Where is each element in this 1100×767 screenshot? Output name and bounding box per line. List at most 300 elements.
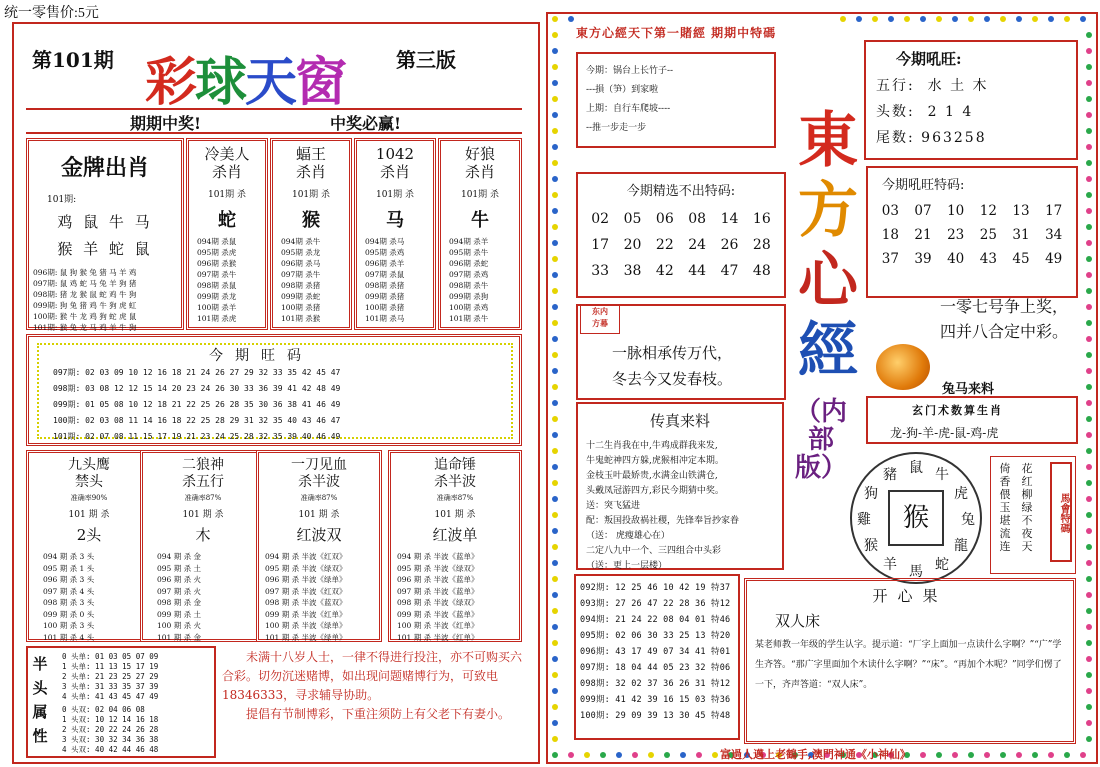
riddle-line: 上期：自行车爬坡---- [586, 104, 671, 114]
ribbon-row: 097 期 杀 火 [157, 586, 201, 596]
wuxing-row [876, 75, 1066, 95]
ribbon-row: 100 期 杀 3 头 [43, 621, 95, 630]
zodiac-wheel-char: 羊 [883, 557, 897, 574]
decorative-dot [552, 576, 558, 582]
hot-rhyme [900, 294, 1068, 344]
col-row: 098期 杀猪 [281, 281, 321, 290]
hot-number-cell: 18 [881, 227, 899, 243]
ribbon-row: 098 期 杀 半波《绿双》 [397, 598, 479, 607]
poem-char: 连 [999, 540, 1011, 553]
col-row: 095期 杀虎 [197, 248, 237, 257]
decorative-dot [712, 752, 718, 758]
ribbon-row: 098 期 杀 金 [157, 598, 201, 607]
decorative-dot [552, 176, 558, 182]
decorative-dot [1086, 416, 1092, 422]
poem-char: 玉 [999, 501, 1011, 514]
decorative-dot [552, 416, 558, 422]
ribbon-row: 096 期 杀 半波《蓝单》 [397, 575, 479, 584]
hot-number-cell: 13 [1012, 203, 1030, 219]
decorative-dot [552, 304, 558, 310]
col-pick-2: 猴 [302, 210, 320, 231]
ribbon-subtitle-2: 杀五行 [182, 474, 224, 490]
half-row: 2 头双: 20 22 24 26 28 [62, 725, 159, 734]
fax-line: 配：叛国投敌祸社稷，先锋奉旨抄家眷 [586, 516, 740, 526]
decorative-dot [552, 288, 558, 294]
ribbon-accuracy-3: 准确率87% [300, 494, 338, 502]
decorative-dot [552, 592, 558, 598]
lineage-line: 一脉相承传万代， [612, 344, 733, 362]
decorative-dot [1032, 752, 1038, 758]
decorative-dot [936, 752, 942, 758]
decorative-dot [904, 16, 910, 22]
ribbon-row: 097 期 杀 半波《红双》 [265, 586, 347, 596]
wuxing-value: 水 土 木 [927, 78, 989, 94]
decorative-dot [1086, 352, 1092, 358]
hot-number-cell: 40 [947, 251, 965, 267]
decorative-dot [1086, 624, 1092, 630]
col-subtitle-1: 杀肖 [211, 163, 242, 181]
col-period-2: 101期 杀 [291, 190, 331, 200]
half-row: 4 头双: 40 42 44 46 48 [62, 745, 159, 754]
decorative-dot [856, 16, 862, 22]
poem-char: 夜 [1021, 527, 1033, 540]
half-label-char: 性 [32, 727, 48, 745]
decorative-dot [1086, 192, 1092, 198]
excluded-numbers-box [576, 172, 786, 298]
edition-label: 第三版 [396, 48, 456, 72]
lucky-row: 098期: 03 08 12 12 15 14 20 23 24 26 30 33 36 39 41 42 48 49 [53, 384, 341, 393]
col-subtitle-4: 杀肖 [464, 163, 495, 181]
poem-char: 堪 [999, 514, 1011, 527]
col-title-2: 蝠王 [295, 145, 326, 163]
decorative-dot [1086, 64, 1092, 70]
zodiac-wheel-char: 馬 [909, 564, 923, 580]
ribbon-pick-3: 红波双 [296, 526, 342, 544]
hot-numbers-title: 今期吼旺特码: [882, 178, 965, 193]
zodiac-wheel-char: 豬 [883, 466, 897, 483]
col-row: 098期 杀猪 [365, 281, 405, 290]
col-row: 096期 杀蛇 [449, 259, 489, 268]
col-history-1 [193, 236, 261, 324]
excluded-number-cell: 14 [720, 211, 739, 227]
decorative-dot [1086, 544, 1092, 550]
zodiac-wheel-char: 虎 [954, 486, 969, 502]
half-row: 3 头双: 30 32 34 36 38 [62, 735, 159, 744]
col-row: 099期 杀狗 [449, 292, 489, 301]
tiger-head-icon [876, 344, 930, 390]
kill-column-1 [186, 138, 268, 330]
decorative-dot [552, 128, 558, 134]
history-row: 099期: 41 42 39 16 15 03 特36 [580, 695, 731, 705]
ribbon-row: 096 期 杀 3 头 [43, 575, 95, 584]
decorative-dot [1086, 560, 1092, 566]
hot-number-cell: 12 [979, 203, 997, 219]
internal-edition-tag: （内部版） [794, 397, 847, 483]
col-row: 096期 杀猴 [197, 259, 237, 268]
joke-title: 开心果 [872, 587, 948, 605]
col-row: 097期 杀牛 [197, 270, 237, 279]
decorative-dot [1032, 16, 1038, 22]
ribbon-history-2 [147, 551, 259, 643]
col-title-3: 1042 [375, 145, 415, 163]
wei-row [876, 127, 1066, 147]
gold-line-2: 猴 羊 蛇 鼠 [57, 240, 153, 258]
notice-paragraph-2: 提倡有节制博彩，下重注须防上有父老下有妻小。 [246, 707, 511, 721]
poem-char: 香 [999, 475, 1011, 488]
ribbon-row: 099 期 杀 半波《蓝单》 [397, 609, 479, 619]
ribbon-row: 095 期 杀 半波《绿双》 [265, 563, 347, 573]
excluded-number-cell: 05 [623, 211, 642, 227]
joke-box [744, 578, 1076, 744]
ribbon-box-1 [26, 450, 152, 642]
decorative-dot [1086, 432, 1092, 438]
decorative-dot [552, 192, 558, 198]
decorative-dot [552, 368, 558, 374]
lucky-row: 097期: 02 03 09 10 12 16 18 21 24 26 27 29 32 33 35 42 45 47 [53, 368, 341, 377]
col-row: 098期 杀鼠 [197, 281, 237, 290]
decorative-dot [1086, 144, 1092, 150]
col-pick-4: 牛 [471, 210, 489, 231]
tou-row [876, 101, 1066, 121]
half-row: 1 头单: 11 13 15 17 19 [62, 662, 159, 671]
decorative-dot [1086, 256, 1092, 262]
gold-line-1: 鸡 鼠 牛 马 [57, 213, 153, 231]
ribbon-row: 094 期 杀 3 头 [43, 552, 95, 561]
gold-title: 金牌出肖 [60, 155, 149, 181]
ribbon-row: 097 期 杀 半波《蓝单》 [397, 586, 479, 596]
decorative-dot [1086, 464, 1092, 470]
riddle-line: ---損（笋）到家啦 [586, 85, 659, 95]
decorative-dot [1086, 176, 1092, 182]
col-row: 099期 杀龙 [197, 292, 237, 301]
mystic-zodiac-title: 玄门术数算生肖 [912, 404, 1003, 417]
horse-club-seal: 馬會特碼 [1050, 462, 1072, 562]
ribbon-row: 101 期 杀 金 [157, 632, 201, 642]
ribbon-row: 098 期 杀 3 头 [43, 598, 95, 607]
excluded-number-cell: 38 [623, 263, 642, 279]
poem-column-1 [998, 462, 1012, 553]
ribbon-box-4 [388, 450, 522, 642]
hot-number-cell: 07 [914, 203, 932, 219]
fax-line: 送：突飞猛进 [586, 501, 641, 511]
poem-char: 花 [1021, 462, 1033, 475]
fax-line: 头戴凤冠游四方,彩民今期猜中奖。 [586, 486, 724, 496]
gold-history-row: 100期: 猴 牛 龙 鸡 狗 蛇 虎 鼠 [33, 312, 137, 321]
eastern-heart-sutra-title [798, 106, 858, 386]
ribbon-row: 095 期 杀 半波《绿双》 [397, 563, 479, 573]
hot-number-cell: 31 [1012, 227, 1030, 243]
col-history-3 [361, 236, 429, 324]
fax-line: 十二生肖我在中,牛鸡成群我来发, [586, 441, 718, 451]
zodiac-wheel-center: 猴 [888, 490, 944, 546]
half-row: 0 头双: 02 04 06 08 [62, 705, 145, 714]
decorative-dot [1086, 608, 1092, 614]
ribbon-row: 094 期 杀 半波《红双》 [265, 552, 347, 561]
col-row: 097期 杀牛 [281, 270, 321, 279]
excluded-number-cell: 47 [720, 263, 739, 279]
decorative-dot [552, 720, 558, 726]
ribbon-row: 098 期 杀 半波《蓝双》 [265, 598, 347, 607]
ribbon-row: 100 期 杀 半波《红单》 [397, 621, 479, 630]
ribbon-title-2: 二狼神 [182, 457, 224, 473]
decorative-dot [1086, 656, 1092, 662]
fax-line: 金枝玉叶最娇贵,水满金山铁满仓, [586, 471, 718, 481]
decorative-dot [984, 16, 990, 22]
decorative-dot [1086, 480, 1092, 486]
ribbon-period-1: 101 期 杀 [68, 510, 110, 520]
history-row: 094期: 21 24 22 08 04 01 特46 [580, 615, 731, 625]
half-label-char: 头 [32, 679, 48, 697]
ribbon-row: 096 期 杀 半波《绿单》 [265, 575, 347, 584]
kill-column-3 [354, 138, 436, 330]
hot-numbers-box [866, 166, 1078, 298]
ribbon-period-4: 101 期 杀 [434, 510, 476, 520]
half-row: 3 头单: 31 33 35 37 39 [62, 682, 159, 691]
masthead-char-1: 彩 [145, 52, 196, 113]
decorative-dot [552, 112, 558, 118]
decorative-dot [552, 496, 558, 502]
joke-subtitle: 双人床 [775, 612, 821, 630]
decorative-dot [552, 432, 558, 438]
mystic-zodiac-sequence: 龙-狗-羊-虎-鼠-鸡-虎 [890, 426, 999, 440]
zodiac-wheel-char: 鼠 [909, 460, 923, 476]
excluded-number-cell: 20 [623, 237, 642, 253]
title-char-4: 經 [798, 316, 858, 386]
ribbon-row: 100 期 杀 火 [157, 621, 201, 630]
title-char-2: 方 [798, 176, 858, 246]
col-row: 095期 杀牛 [449, 248, 489, 257]
decorative-dot [552, 528, 558, 534]
col-row: 094期 杀牛 [281, 237, 321, 246]
decorative-dot [552, 352, 558, 358]
ribbon-row: 094 期 杀 金 [157, 552, 201, 561]
poem-char: 天 [1021, 540, 1033, 553]
fax-line: 牛鬼蛇神四方躲,虎猴相冲定本期。 [586, 456, 724, 466]
decorative-dot [1086, 736, 1092, 742]
decorative-dot [552, 96, 558, 102]
decorative-dot [872, 16, 878, 22]
hot-number-cell: 17 [1045, 203, 1063, 219]
zodiac-wheel-char: 雞 [857, 512, 871, 528]
decorative-dot [552, 688, 558, 694]
ribbon-title-1: 九头鹰 [68, 457, 110, 473]
col-title-1: 冷美人 [204, 145, 250, 163]
decorative-dot [552, 384, 558, 390]
decorative-dot [984, 752, 990, 758]
slogan-bar [26, 108, 522, 134]
decorative-dot [552, 16, 558, 22]
hot-number-cell: 10 [947, 203, 965, 219]
excluded-number-cell: 06 [655, 211, 674, 227]
history-row: 098期: 32 02 37 36 26 31 特12 [580, 679, 731, 689]
decorative-dot [1000, 752, 1006, 758]
decorative-dot [1086, 224, 1092, 230]
decorative-dot [552, 624, 558, 630]
decorative-dot [1064, 752, 1070, 758]
decorative-dot [552, 160, 558, 166]
decorative-dot [584, 752, 590, 758]
decorative-dot [1086, 208, 1092, 214]
ribbon-pick-1: 2头 [76, 526, 102, 544]
excluded-number-cell: 02 [591, 211, 610, 227]
col-row: 095期 杀鸡 [365, 248, 405, 257]
lucky-row: 100期: 02 03 08 11 14 16 18 22 25 28 29 31 32 35 40 43 46 47 [53, 416, 341, 425]
lineage-verse [612, 340, 732, 392]
slogan-left: 期期中奖! [130, 114, 202, 133]
lucky-numbers-box [26, 334, 522, 446]
ribbon-accuracy-1: 准确率90% [70, 494, 108, 502]
col-history-2 [277, 236, 345, 324]
col-row: 100期 杀猪 [281, 303, 321, 312]
gold-history-row: 098期: 猪 龙 猴 鼠 蛇 鸡 牛 狗 [33, 290, 137, 299]
decorative-dot [1086, 304, 1092, 310]
gold-zodiac-box [26, 138, 184, 330]
lineage-line: 冬去今又发春枝。 [612, 370, 733, 388]
decorative-dot [632, 752, 638, 758]
col-subtitle-2: 杀肖 [295, 163, 326, 181]
excluded-number-cell: 28 [752, 237, 771, 253]
ribbon-row: 095 期 杀 土 [157, 563, 201, 573]
col-row: 100期 杀羊 [197, 303, 237, 312]
decorative-dot [616, 752, 622, 758]
rabbit-horse-source: 兔马来料 [942, 382, 995, 397]
col-period-1: 101期 杀 [207, 190, 247, 200]
top-banner-strip: 東方心經天下第一賭經 期期中特碼 [576, 26, 777, 40]
half-row: 0 头单: 01 03 05 07 09 [62, 652, 159, 661]
decorative-dot [1086, 496, 1092, 502]
decorative-dot [1086, 448, 1092, 454]
decorative-dot [1016, 752, 1022, 758]
decorative-dot [840, 16, 846, 22]
retail-price: 统一零售价:5元 [4, 6, 99, 21]
fax-info-box [576, 402, 784, 570]
excluded-number-cell: 08 [688, 211, 707, 227]
current-hot-box [864, 40, 1078, 160]
decorative-dot [600, 752, 606, 758]
fax-line: （送：更上一层楼） [586, 561, 668, 571]
ribbon-history-4 [395, 551, 515, 643]
decorative-dot [1086, 320, 1092, 326]
rhyme-line: 四并八合定中彩。 [939, 322, 1068, 341]
col-pick-1: 蛇 [218, 210, 236, 231]
col-row: 094期 杀鼠 [197, 237, 237, 246]
ribbon-title-4: 追命锤 [434, 457, 476, 473]
history-row: 095期: 02 06 30 33 25 13 特20 [580, 631, 731, 641]
col-subtitle-3: 杀肖 [379, 163, 410, 181]
hot-number-cell: 21 [914, 227, 932, 243]
col-row: 099期 杀蛇 [281, 292, 321, 301]
decorative-dot [1086, 528, 1092, 534]
decorative-dot [952, 16, 958, 22]
decorative-dot [552, 320, 558, 326]
decorative-dot [1086, 704, 1092, 710]
decorative-dot [1086, 288, 1092, 294]
excluded-number-cell: 24 [688, 237, 707, 253]
gold-history-row: 101期: 猴 兔 龙 马 鸡 羊 牛 狗 [33, 323, 137, 332]
fax-title: 传真来料 [649, 412, 710, 430]
col-row: 101期 杀马 [365, 314, 405, 323]
decorative-dot [552, 336, 558, 342]
decorative-dot [1048, 752, 1054, 758]
half-row: 4 头单: 41 43 45 47 49 [62, 692, 159, 701]
decorative-dot [936, 16, 942, 22]
col-period-4: 101期 杀 [460, 190, 500, 200]
decorative-dot [552, 400, 558, 406]
riddle-line: --推一步走一步 [586, 123, 647, 133]
decorative-dot [552, 544, 558, 550]
masthead-char-2: 球 [195, 52, 246, 113]
col-row: 096期 杀马 [281, 259, 321, 268]
zodiac-wheel-char: 猴 [863, 538, 878, 554]
kill-column-4 [438, 138, 522, 330]
title-char-3: 心 [798, 246, 858, 316]
decorative-dot [1086, 48, 1092, 54]
wuxing-label: 五行: [876, 78, 915, 94]
hot-number-cell: 43 [979, 251, 997, 267]
decorative-dot [552, 464, 558, 470]
ribbon-row: 101 期 杀 半波《绿单》 [265, 632, 347, 642]
decorative-dot [1086, 128, 1092, 134]
decorative-dot [552, 560, 558, 566]
col-row: 097期 杀鸡 [449, 270, 489, 279]
ribbon-history-3 [263, 551, 375, 643]
decorative-dot [1086, 240, 1092, 246]
decorative-dot [952, 752, 958, 758]
ribbon-box-3 [256, 450, 382, 642]
ribbon-row: 094 期 杀 半波《蓝单》 [397, 552, 479, 561]
gold-period: 101期: [47, 195, 77, 205]
hot-number-cell: 23 [947, 227, 965, 243]
decorative-dot [552, 736, 558, 742]
decorative-dot [1086, 32, 1092, 38]
ribbon-row: 099 期 杀 土 [157, 609, 201, 619]
eastern-inner-badge: 东内 方幕 [580, 304, 620, 334]
decorative-dot [1086, 160, 1092, 166]
decorative-dot [1016, 16, 1022, 22]
masthead-title [145, 40, 345, 115]
half-label-char: 半 [32, 655, 48, 673]
decorative-dot [552, 48, 558, 54]
decorative-dot [1080, 752, 1086, 758]
col-row: 097期 杀鼠 [365, 270, 405, 279]
decorative-dot [552, 672, 558, 678]
col-row: 094期 杀马 [365, 237, 405, 246]
decorative-dot [552, 656, 558, 662]
ribbon-history-1 [33, 551, 145, 643]
ribbon-pick-4: 红波单 [432, 526, 478, 544]
hot-number-cell: 39 [914, 251, 932, 267]
zodiac-wheel-char: 蛇 [935, 557, 949, 574]
kill-column-2 [270, 138, 352, 330]
decorative-dot [664, 752, 670, 758]
ribbon-subtitle-4: 杀半波 [434, 474, 476, 490]
col-row: 099期 杀猪 [365, 292, 405, 301]
excluded-title: 今期精选不出特码: [626, 184, 736, 199]
slogan-right: 中奖必赢! [330, 114, 402, 133]
ribbon-row: 097 期 杀 4 头 [43, 586, 95, 596]
col-period-3: 101期 杀 [375, 190, 415, 200]
decorative-dot [1086, 96, 1092, 102]
decorative-dot [1048, 16, 1054, 22]
lucky-title: 今期旺码 [209, 348, 313, 364]
decorative-dot [1086, 336, 1092, 342]
col-row: 096期 杀羊 [365, 259, 405, 268]
ribbon-row: 100 期 杀 半波《绿单》 [265, 621, 347, 630]
poem-char: 绿 [1021, 501, 1033, 514]
decorative-dot [552, 80, 558, 86]
hot-number-cell: 49 [1045, 251, 1063, 267]
ribbon-pick-2: 木 [195, 526, 211, 544]
